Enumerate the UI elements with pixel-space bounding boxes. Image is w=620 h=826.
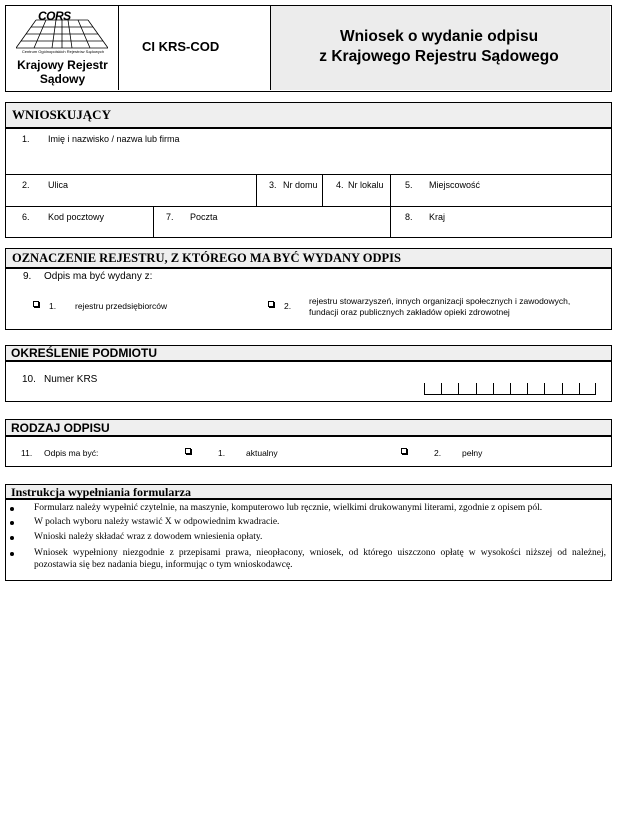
bullet-icon	[10, 536, 14, 540]
field-number: 9.	[23, 271, 32, 282]
field-name[interactable]	[6, 129, 611, 173]
instructions-section-title: Instrukcja wypełniania formularza	[11, 485, 191, 499]
type-option-full[interactable]	[398, 444, 518, 460]
field-number: 11.	[21, 448, 33, 458]
field-number: 10.	[22, 374, 36, 385]
registry-option-entrepreneurs[interactable]	[30, 298, 230, 316]
krs-cell-divider	[458, 383, 459, 395]
logo-acronym: CORS	[38, 9, 71, 23]
field-label: Ulica	[48, 180, 69, 190]
bullet-icon	[10, 521, 14, 525]
krs-number-input[interactable]	[424, 379, 596, 395]
type-option-current[interactable]	[182, 444, 302, 460]
logo-name-line2: Sądowy	[39, 72, 86, 86]
field-label: Kod pocztowy	[48, 212, 105, 222]
page-title-line1: Wniosek o wydanie odpisu	[339, 28, 539, 45]
field-label: Odpis ma być:	[44, 448, 99, 458]
bullet-icon	[10, 507, 14, 511]
type-section-title: RODZAJ ODPISU	[11, 421, 110, 435]
instruction-item: Formularz należy wypełnić czytelnie, na maszynie, komputerowo lub ręcznie, wielkimi drukowanymi literami, zgodnie z opisem pól.	[34, 503, 543, 513]
page-title-line2: z Krajowego Rejestru Sądowego	[319, 48, 559, 65]
instruction-item: W polach wyboru należy wstawić X w odpowiednim kwadracie.	[34, 517, 280, 527]
logo-name-line1: Krajowy Rejestr	[17, 58, 108, 72]
krs-cell-divider	[562, 383, 563, 395]
krs-cell-divider	[476, 383, 477, 395]
logo-grid-graphic	[16, 18, 108, 50]
option-number: 1.	[49, 301, 57, 311]
title-cell	[270, 6, 610, 90]
field-label: Odpis ma być wydany z:	[44, 271, 153, 282]
field-postal-code[interactable]	[6, 207, 152, 237]
field-label: Kraj	[429, 212, 446, 222]
instruction-item: Wnioski należy składać wraz z dowodem wniesienia opłaty.	[34, 532, 263, 542]
subject-section-title: OKREŚLENIE PODMIOTU	[11, 346, 158, 360]
field-number: 4.	[336, 180, 344, 190]
field-number: 1.	[22, 134, 30, 144]
field-house-number[interactable]	[257, 175, 321, 205]
option-number: 2.	[284, 301, 292, 311]
option-label-line2: fundacji oraz publicznych zakładów opieki zdrowotnej	[309, 307, 510, 317]
krs-cell-divider	[544, 383, 545, 395]
option-label: rejestru przedsiębiorców	[75, 301, 168, 311]
field-label: Nr lokalu	[348, 180, 384, 190]
registry-option-associations[interactable]	[265, 296, 605, 322]
form-header	[5, 5, 612, 92]
field-number: 7.	[166, 212, 174, 222]
krs-cell-divider	[424, 383, 425, 395]
krs-cell-divider	[493, 383, 494, 395]
field-street[interactable]	[6, 175, 255, 205]
krs-cell-divider	[527, 383, 528, 395]
field-city[interactable]	[391, 175, 611, 205]
logo-cell	[6, 6, 119, 90]
instruction-item: Wniosek wypełniony niezgodnie z przepisami prawa, nieopłacony, wniosek, od którego uiszczono opłatę w wysokości niższej od należnej, pozostawia się bez nadania biegu, informując o tym wnioskodawcę.	[34, 548, 606, 570]
field-number: 2.	[22, 180, 30, 190]
bullet-icon	[10, 552, 14, 556]
checkbox[interactable]	[401, 448, 407, 454]
field-number: 5.	[405, 180, 413, 190]
krs-cell-divider	[441, 383, 442, 395]
registry-section-title: OZNACZENIE REJESTRU, Z KTÓREGO MA BYĆ WYDANY ODPIS	[12, 251, 401, 265]
field-label: Miejscowość	[429, 180, 481, 190]
krs-cell-divider	[579, 383, 580, 395]
option-number: 1.	[218, 448, 226, 458]
krs-cell-divider	[510, 383, 511, 395]
field-number: 6.	[22, 212, 30, 222]
field-label: Poczta	[190, 212, 218, 222]
field-label: Nr domu	[283, 180, 318, 190]
field-label: Imię i nazwisko / nazwa lub firma	[48, 134, 180, 144]
option-label: pełny	[462, 448, 483, 458]
checkbox[interactable]	[33, 301, 39, 307]
applicant-section-title: WNIOSKUJĄCY	[12, 107, 111, 122]
checkbox[interactable]	[268, 301, 274, 307]
field-post-office[interactable]	[154, 207, 389, 237]
field-label: Numer KRS	[44, 374, 98, 385]
field-number: 3.	[269, 180, 277, 190]
form-code: CI KRS-COD	[142, 39, 220, 54]
field-apartment-number[interactable]	[323, 175, 389, 205]
krs-cell-divider	[595, 383, 596, 395]
option-number: 2.	[434, 448, 442, 458]
field-country[interactable]	[391, 207, 611, 237]
field-number: 8.	[405, 212, 413, 222]
checkbox[interactable]	[185, 448, 191, 454]
option-label-line1: rejestru stowarzyszeń, innych organizacji społecznych i zawodowych,	[309, 296, 571, 306]
logo-subtitle: Centrum Ogólnopolskich Rejestrów Sądowych	[21, 49, 105, 54]
option-label: aktualny	[246, 448, 278, 458]
